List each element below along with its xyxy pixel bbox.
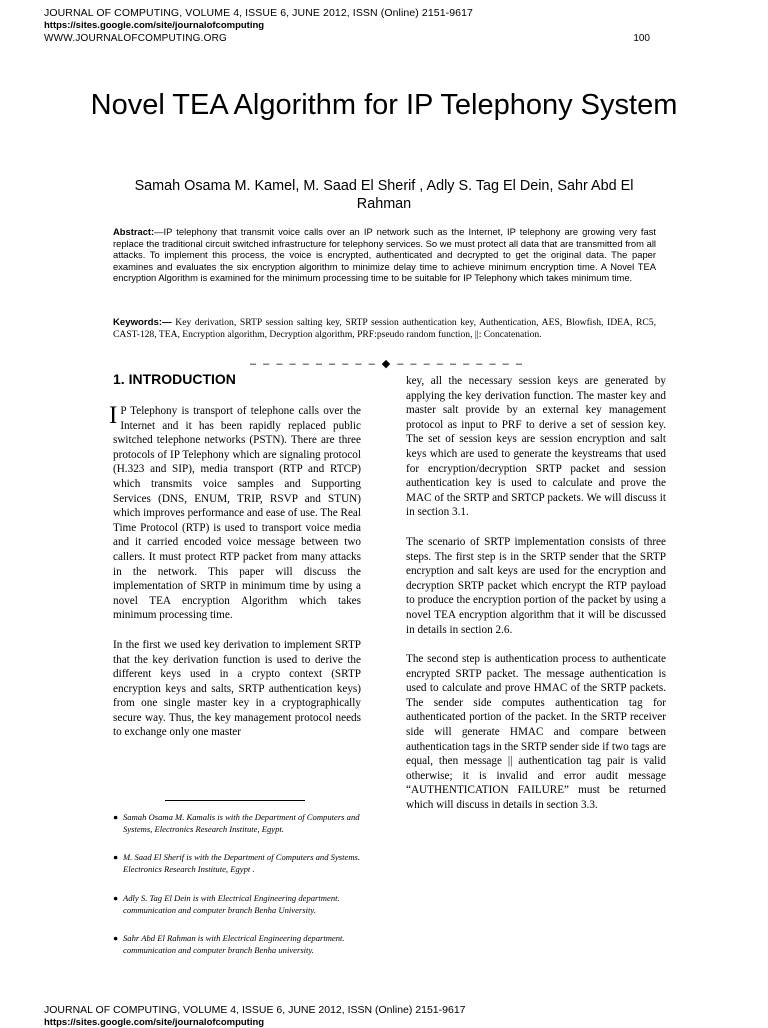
section-divider: – – – – – – – – – – ◆ – – – – – – – – – – [250,358,524,370]
abstract [113,226,656,284]
footnote-text: Samah Osama M. Kamalis is with the Department of Computers and Systems, Electronics Research Institute, Egypt. [123,812,360,834]
section-heading: 1. INTRODUCTION [113,371,236,387]
abstract-text: —IP telephony that transmit voice calls over an IP network such as the Internet, IP telephony are growing very fast replace the traditional circuit switched infrastructure for telephony services. So we must protect all data that are transmitted from all attacks. To implement this process, the voice is encrypted, authenticated and decrypted to get the original data. The paper examines and evaluates the six encryption algorithm to minimize delay time to achieve minimum encryption time. A Novel TEA encryption Algorithm is examined for the minimum processing time to be suitable for IP Telephony which takes minimum time. [113,226,656,284]
intro-paragraph-2: In the first we used key derivation to implement SRTP that the key derivation function is used to derive the different keys used in a crypto context (SRTP encryption keys and salts, SRTP authentication keys) from one single master key in a cryptographically secure way. Thus, the key management protocol needs to exchange only one master [113,638,361,739]
page-number: 100 [633,33,650,44]
intro-paragraph-1 [109,402,361,623]
abstract-label: Abstract: [113,226,155,237]
footnote-text: M. Saad El Sherif is with the Department of Computers and Systems. Electronics Research Institute, Egypt . [123,852,361,874]
keywords-label: Keywords:— [113,317,172,328]
footnote-item [113,812,373,836]
footnote-item [113,893,373,917]
footnote-rule [165,800,305,801]
header-journal: JOURNAL OF COMPUTING, VOLUME 4, ISSUE 6, JUNE 2012, ISSN (Online) 2151-9617 [44,7,473,19]
footnote-item [113,852,373,876]
header-site: WWW.JOURNALOFCOMPUTING.ORG [44,33,227,44]
bullet-icon: ● [113,933,119,943]
paper-title: Novel TEA Algorithm for IP Telephony System [90,89,678,121]
author-list: Samah Osama M. Kamel, M. Saad El Sherif , Adly S. Tag El Dein, Sahr Abd El Rahman [134,178,634,212]
left-column [109,402,361,755]
bullet-icon: ● [113,812,119,822]
keywords [113,317,656,341]
bullet-icon: ● [113,852,119,862]
right-paragraph-3: The second step is authentication process to authenticate encrypted SRTP packet. The message authentication is used to calculate and prove HMAC of the SRTP packets. The sender side computes authentication tag for authenticated portion of the packet. In the SRTP receiver side will generate HMAC and compare between authentication tags in the SRTP sender side if two tags are equal, then message || authentication tag pair is valid otherwise; it is invalid and error audit message “AUTHENTICATION FAILURE” must be returned which will discuss in details in section 3.3. [406,653,666,812]
keywords-text: Key derivation, SRTP session salting key, SRTP session authentication key, Authentication, AES, Blowfish, IDEA, RC5, CAST-128, TEA, Encryption algorithm, Decryption algorithm, PRF:pseudo random function, ||: Concatenation. [113,317,656,340]
footnote-item [113,933,373,957]
footer-url: https://sites.google.com/site/journalofcomputing [44,1017,265,1028]
intro-paragraph-1-text: P Telephony is transport of telephone calls over the Internet and it has been rapidly replaced public switched telephone networks (PSTN). There are three protocols of IP Telephony which are signaling protocol (H.323 and SIP), media transport (RTP and RTCP) which transmits voice samples and Supporting Services (DNS, ENUM, TRIP, RSVP and STUN) which improves performance and ease of use. The Real Time Protocol (RTP) is used to transport voice media and it carried encoded voice message between two callers. It must protect RTP packet from many attacks in the network. This paper will discuss the implementation of SRTP in minimum time by using a novel TEA encryption Algorithm which takes minimum processing time. [113,405,361,622]
right-column [406,374,666,828]
header-url: https://sites.google.com/site/journalofcomputing [44,20,265,31]
footnote-text: Adly S. Tag El Dein is with Electrical Engineering department. communication and computer branch Benha University. [123,893,340,915]
right-paragraph-2: The scenario of SRTP implementation consists of three steps. The first step is in the SRTP sender that the SRTP encryption and salt keys are used for the encryption and decryption SRTP packet which encrypt the RTP payload to produce the encryption portion of the packet by using a novel TEA encryption algorithm that it will be discussed in details in section 2.6. [406,535,666,636]
footnote-text: Sahr Abd El Rahman is with Electrical Engineering department. communication and computer branch Benha university. [123,933,345,955]
right-paragraph-1: key, all the necessary session keys are generated by applying the key derivation function. The master key and master salt provide by an external key management protocol as input to PRF to derive a set of session key. The set of session keys are session encryption and salt keys which are used to generate the keystreams that used for encryption/decryption SRTP packet and session authentication key is used to calculate and prove the MAC of the SRTP and SRTCP packets. We will discuss it in section 3.1. [406,375,666,519]
bullet-icon: ● [113,893,119,903]
dropcap: I [109,402,118,429]
footer-journal: JOURNAL OF COMPUTING, VOLUME 4, ISSUE 6, JUNE 2012, ISSN (Online) 2151-9617 [44,1004,466,1016]
